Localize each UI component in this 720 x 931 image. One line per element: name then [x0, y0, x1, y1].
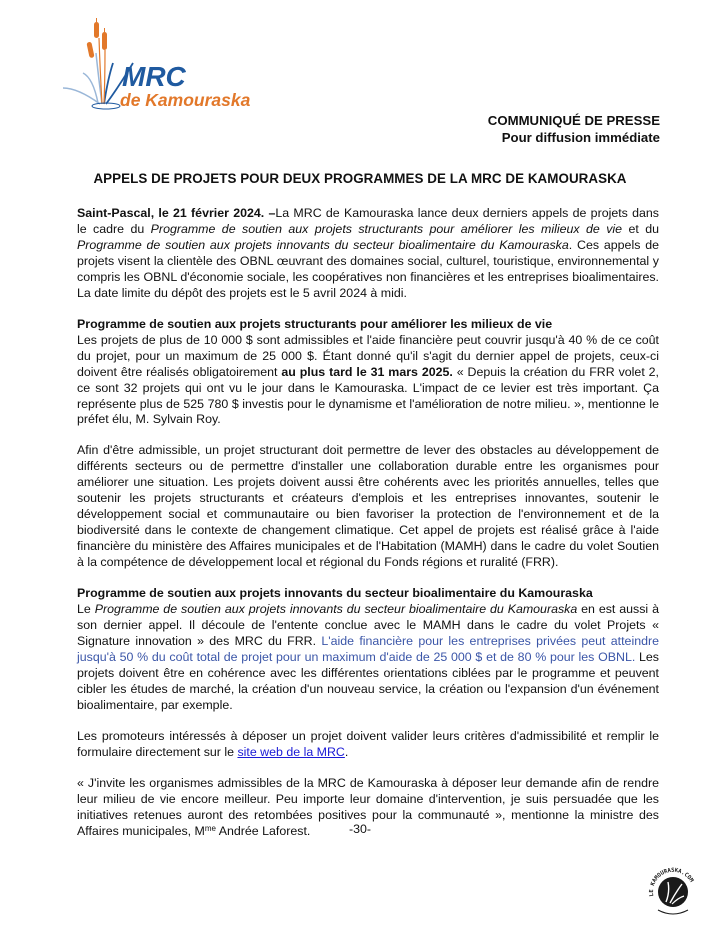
- mrc-website-link[interactable]: site web de la MRC: [237, 744, 345, 759]
- minister-quote: « J'invite les organismes admissibles de la MRC de Kamouraska à déposer leur demande afin de rendre leur milieu de vie encore meilleur. Peu importe leur domaine d'intervention, je suis persuadée que les initiatives retenues auront des retombées positives pour la communauté », mentionne la ministre des Affaires municipales, $M^{me}$ Andrée Laforest.: [77, 776, 659, 839]
- article-body: [77, 206, 659, 856]
- lekamouraska-badge-icon: [644, 862, 702, 920]
- section2-heading: Programme de soutien aux projets innovants du secteur bioalimentaire du Kamouraska: [77, 586, 593, 601]
- lekamouraska-badge: [644, 862, 702, 920]
- press-release-label: COMMUNIQUÉ DE PRESSE: [487, 113, 660, 128]
- section2-paragraph: Programme de soutien aux projets innovants du secteur bioalimentaire du Kamouraska Le Programme de soutien aux projets innovants du secteur bioalimentaire du Kamouraska en est aussi à son dernier appel. Il découle de l'entente conclue avec le MAMH dans le cadre du volet Projets « Signature innovation » des MRC du FRR. L'aide financière pour les entreprises privées peut atteindre jusqu'à 50 % du coût total de projet pour un maximum d'aide de 25 000 $ et de 80 % pour les OBNL. Les projets doivent être en cohérence avec les différentes orientations ciblées par le programme et peuvent cibler les études de marché, la création d'un nouveau service, la création ou l'expansion d'un événement bioalimentaire, par exemple.: [77, 586, 660, 712]
- cattail-logo-icon: [58, 18, 258, 118]
- deadline-bold: au plus tard le 31 mars 2025.: [281, 364, 453, 379]
- program1-title: Programme de soutien aux projets structurants pour améliorer les milieux de vie: [150, 221, 623, 236]
- promoters-paragraph: Les promoteurs intéressés à déposer un projet doivent valider leurs critères d'admissibilité et remplir le formulaire directement sur le site web de la MRC.: [77, 729, 659, 759]
- mrc-logo: [58, 18, 258, 118]
- section1-heading: Programme de soutien aux projets structurants pour améliorer les milieux de vie: [77, 317, 553, 332]
- program2-title: Programme de soutien aux projets innovants du secteur bioalimentaire du Kamouraska: [77, 237, 569, 252]
- section1-paragraph1: Programme de soutien aux projets structurants pour améliorer les milieux de vie Les projets de plus de 10 000 $ sont admissibles et l'aide financière peut couvrir jusqu'à 40 % de ce coût du projet, pour un maximum de 25 000 $. Étant donné qu'il s'agit du dernier appel de projets, ceux-ci doivent être réalisés obligatoirement au plus tard le 31 mars 2025. « Depuis la création du FRR volet 2, ce sont 32 projets qui ont vu le jour dans le Kamouraska. L'impact de ce levier est très important. Ça représente plus de 525 780 $ investis pour le dynamisme et l'amélioration de notre milieu. », mentionne le préfet élu, M. Sylvain Roy.: [77, 317, 659, 427]
- dateline: Saint-Pascal, le 21 février 2024. –: [77, 206, 276, 220]
- end-marker: -30-: [348, 822, 372, 836]
- svg-text:de Kamouraska: de Kamouraska: [120, 90, 251, 110]
- intro-paragraph: Saint-Pascal, le 21 février 2024. –La MRC de Kamouraska lance deux derniers appels de projets dans le cadre du Programme de soutien aux projets structurants pour améliorer les milieux de vie et du Programme de soutien aux projets innovants du secteur bioalimentaire du Kamouraska. Ces appels de projets visent la clientèle des OBNL œuvrant des domaines social, culturel, touristique, environnemental y compris les OBNL d'économie sociale, les coopératives non financières et les entreprises bioalimentaires. La date limite du dépôt des projets est le 5 avril 2024 à midi.: [77, 206, 659, 300]
- section1-paragraph2: Afin d'être admissible, un projet structurant doit permettre de lever des obstacles au développement de différents secteurs ou de permettre d'installer une collaboration durable entre les organismes pour améliorer une situation. Les projets doivent aussi être cohérents avec les priorités annuelles, telles que soutenir les projets structurants et créateurs d'emplois et les entreprises innovantes, soutenir le développement social et communautaire ou bien favoriser la protection de l'environnement et de la biodiversité dans le contexte de changement climatique. Cet appel de projets est réalisé grâce à l'aide financière du ministère des Affaires municipales et de l'Habitation (MAMH) dans le cadre du volet Soutien à la compétence de développement local et régional du Fonds régions et ruralité (FRR).: [77, 443, 659, 569]
- press-release-header: [488, 112, 660, 146]
- funding-details: L'aide financière pour les entreprises privées peut atteindre jusqu'à 50 % du coût total de projet pour un maximum d'aide de 25 000 $ et de 80 % pour les OBNL.: [77, 633, 659, 664]
- program2-title-inline: Programme de soutien aux projets innovants du secteur bioalimentaire du Kamouraska: [94, 602, 578, 617]
- diffusion-label: Pour diffusion immédiate: [501, 130, 660, 145]
- svg-text:LE KAMOURASKA.COM: LE KAMOURASKA.COM: [648, 867, 695, 897]
- svg-text:MRC: MRC: [122, 61, 186, 92]
- headline: APPELS DE PROJETS POUR DEUX PROGRAMMES DE LA MRC DE KAMOURASKA: [93, 171, 627, 186]
